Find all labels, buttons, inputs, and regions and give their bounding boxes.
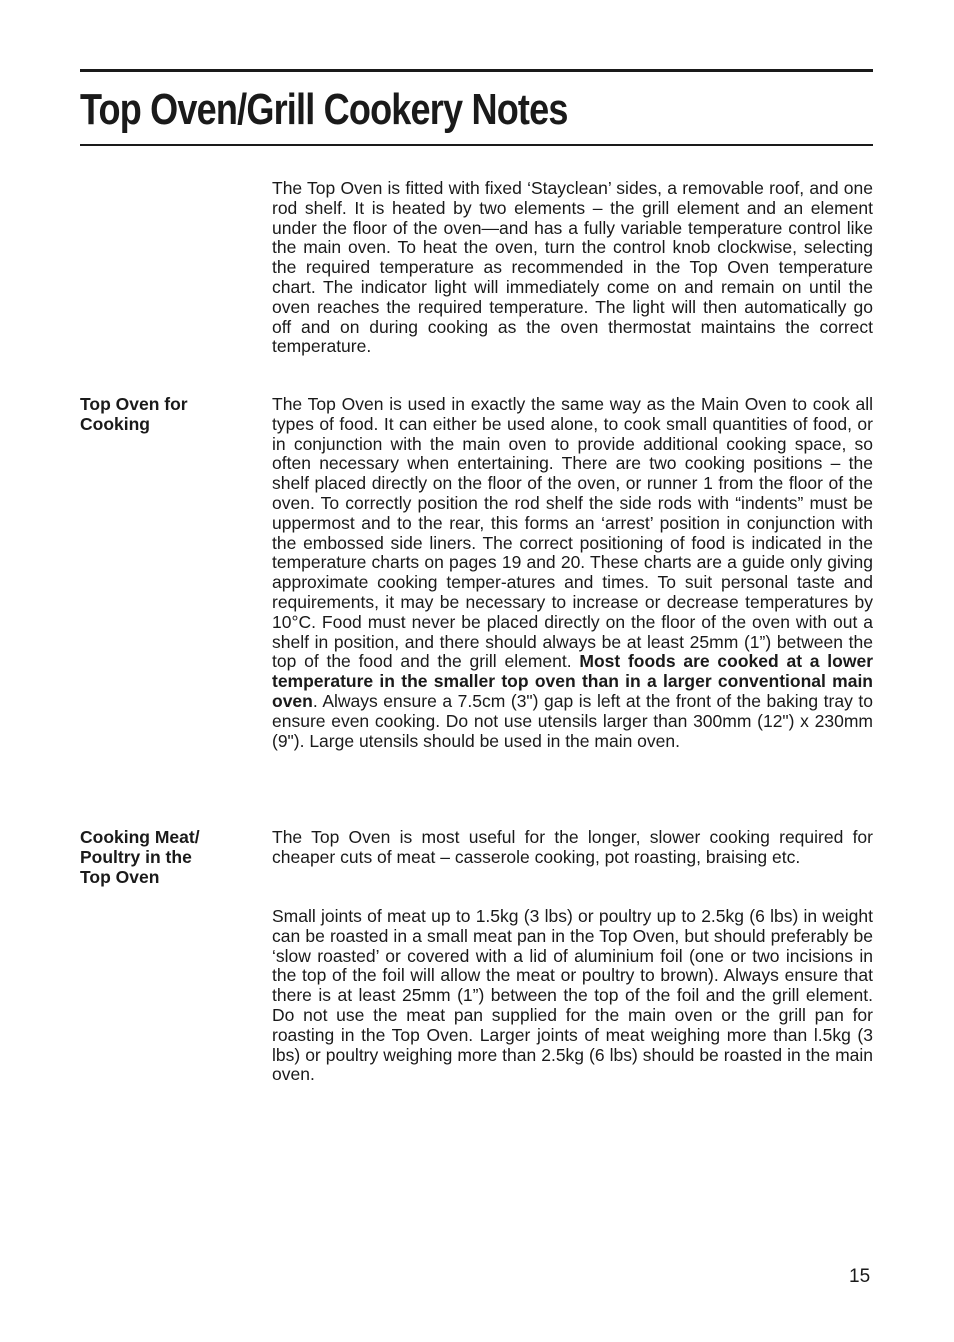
cooking-text-part2: . Always ensure a 7.5cm (3") gap is left at the front of the baking tray to ensure even cooking. Do not use utensils larger than 300mm (12") x 230mm (9"). Large utensils should be used in the main oven.	[272, 690, 873, 751]
page-number: 15	[849, 1266, 871, 1287]
intro-paragraph: The Top Oven is fitted with fixed ‘Stayclean’ sides, a removable roof, and one rod shelf. It is heated by two elements – the grill element and an element under the floor of the oven—and has a fully variable temperature control like the main oven. To heat the oven, turn the control knob clockwise, selecting the required temperature as recommended in the Top Oven temperature chart. The indicator light will immediately come on and remain on until the oven reaches the required temperature. The light will then automatically go off and on during cooking as the oven thermostat maintains the correct temperature.	[272, 178, 873, 357]
heading-line: Top Oven for	[80, 394, 188, 414]
page-title: Top Oven/Grill Cookery Notes	[80, 85, 568, 134]
heading-line: Cooking Meat/	[80, 827, 200, 847]
cooking-paragraph	[272, 395, 873, 751]
meat-paragraph-1: The Top Oven is most useful for the longer, slower cooking required for cheaper cuts of meat – casserole cooking, pot roasting, braising etc.	[272, 827, 873, 867]
heading-line: Poultry in the	[80, 846, 192, 867]
heading-line: Cooking	[80, 413, 150, 434]
cooking-text-bold: Most foods are cooked at a lower temperature in the smaller top oven than in a larger conventional main oven	[272, 651, 874, 711]
heading-line: Top Oven	[80, 866, 160, 887]
cooking-text-part1: The Top Oven is used in exactly the same way as the Main Oven to cook all types of food. It can either be used alone, to cook small quantities of food, or in conjunction with the main oven to provide additional cooking space, so often necessary when entertaining. There are two cooking positions – the shelf placed directly on the floor of the oven, or runner 1 from the floor of the oven. To correctly position the rod shelf the side rods with “indents” must be uppermost and to the rear, this forms an ‘arrest’ position in conjunction with the embossed side liners. The correct positioning of food is indicated in the temperature charts on pages 19 and 20. These charts are a guide only giving approximate cooking temper-atures and times. To suit personal taste and requirements, it may be necessary to increase or decrease temperatures by 10°C. Food must never be placed directly on the floor of the oven with out a shelf in position, and there should always be at least 25mm (1”) between the top of the food and the grill element.	[272, 394, 873, 672]
title-rule-top	[80, 69, 873, 72]
title-rule-bottom	[80, 144, 873, 146]
meat-paragraph-2: Small joints of meat up to 1.5kg (3 lbs) or poultry up to 2.5kg (6 lbs) in weight can be roasted in a small meat pan in the Top Oven, but should preferably be ‘slow roasted’ or covered with a lid of aluminium foil (one or two incisions in the top of the foil will allow the meat or poultry to brown). Always ensure that there is at least 25mm (1”) between the top of the foil and the grill element. Do not use the meat pan supplied for the main oven or the grill pan for roasting in the Top Oven. Larger joints of meat weighing more than l.5kg (3 lbs) or poultry weighing more than 2.5kg (6 lbs) should be roasted in the main oven.	[272, 906, 873, 1085]
heading-top-oven-for-cooking	[80, 395, 255, 435]
heading-cooking-meat-poultry	[80, 828, 255, 887]
